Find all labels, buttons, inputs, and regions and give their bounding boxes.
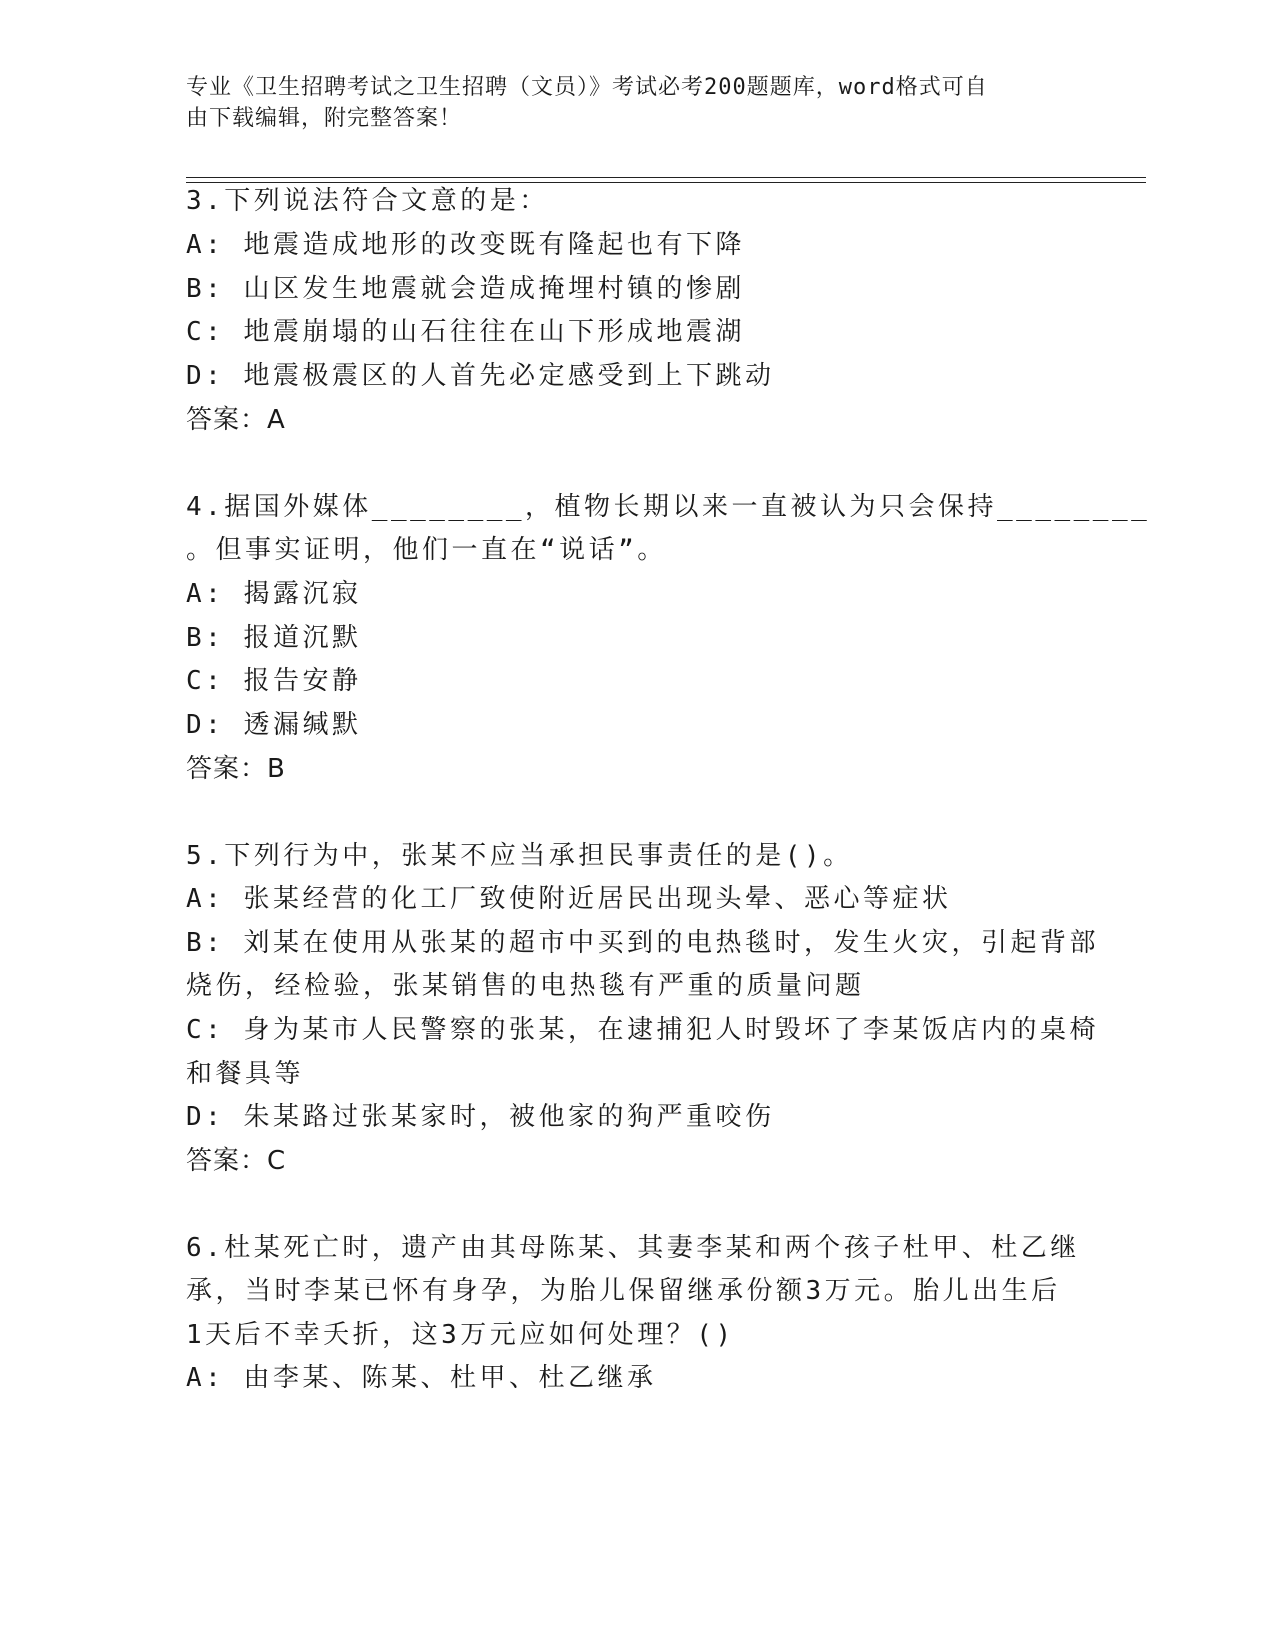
document-header [186,72,1066,134]
q5-option-c-line-2: 和餐具等 [186,1059,305,1089]
q4-answer: 答案：B [186,754,286,784]
header-line-1: 专业《卫生招聘考试之卫生招聘（文员）》考试必考200题题库，word格式可自 [186,75,988,100]
q4-option-b: B: 报道沉默 [186,623,362,653]
q4-option-a: A: 揭露沉寂 [186,579,362,609]
q5-option-b-line-1: B: 刘某在使用从张某的超市中买到的电热毯时，发生火灾，引起背部 [186,928,1099,958]
q4-option-d: D: 透漏缄默 [186,710,362,740]
q4-stem-line-1: 4.据国外媒体________，植物长期以来一直被认为只会保持________ [186,492,1151,522]
q3-stem: 3.下列说法符合文意的是： [186,186,549,216]
q5-answer: 答案：C [186,1146,287,1176]
q5-option-d: D: 朱某路过张某家时，被他家的狗严重咬伤 [186,1102,775,1132]
q6-stem-line-1: 6.杜某死亡时，遗产由其母陈某、其妻李某和两个孩子杜甲、杜乙继 [186,1233,1080,1263]
q4-option-c: C: 报告安静 [186,666,362,696]
q4-stem-line-2: 。但事实证明，他们一直在“说话”。 [186,535,667,565]
q3-option-d: D: 地震极震区的人首先必定感受到上下跳动 [186,361,775,391]
q6-stem-line-2: 承，当时李某已怀有身孕，为胎儿保留继承份额3万元。胎儿出生后 [186,1276,1061,1306]
q5-option-b-line-2: 烧伤，经检验，张某销售的电热毯有严重的质量问题 [186,971,865,1001]
q3-answer: 答案：A [186,405,286,435]
header-rule-bottom [186,182,1146,183]
q6-stem-line-3: 1天后不幸夭折，这3万元应如何处理？() [186,1320,735,1350]
q5-option-c-line-1: C: 身为某市人民警察的张某，在逮捕犯人时毁坏了李某饭店内的桌椅 [186,1015,1099,1045]
q5-stem: 5.下列行为中，张某不应当承担民事责任的是()。 [186,841,853,871]
q6-option-a: A: 由李某、陈某、杜甲、杜乙继承 [186,1363,657,1393]
header-line-2: 由下载编辑，附完整答案！ [186,106,463,131]
q5-option-a: A: 张某经营的化工厂致使附近居民出现头晕、恶心等症状 [186,884,952,914]
q3-option-a: A: 地震造成地形的改变既有隆起也有下降 [186,230,745,260]
q3-option-c: C: 地震崩塌的山石往往在山下形成地震湖 [186,317,745,347]
header-rule-top [186,177,1146,178]
q3-option-b: B: 山区发生地震就会造成掩埋村镇的惨剧 [186,274,745,304]
